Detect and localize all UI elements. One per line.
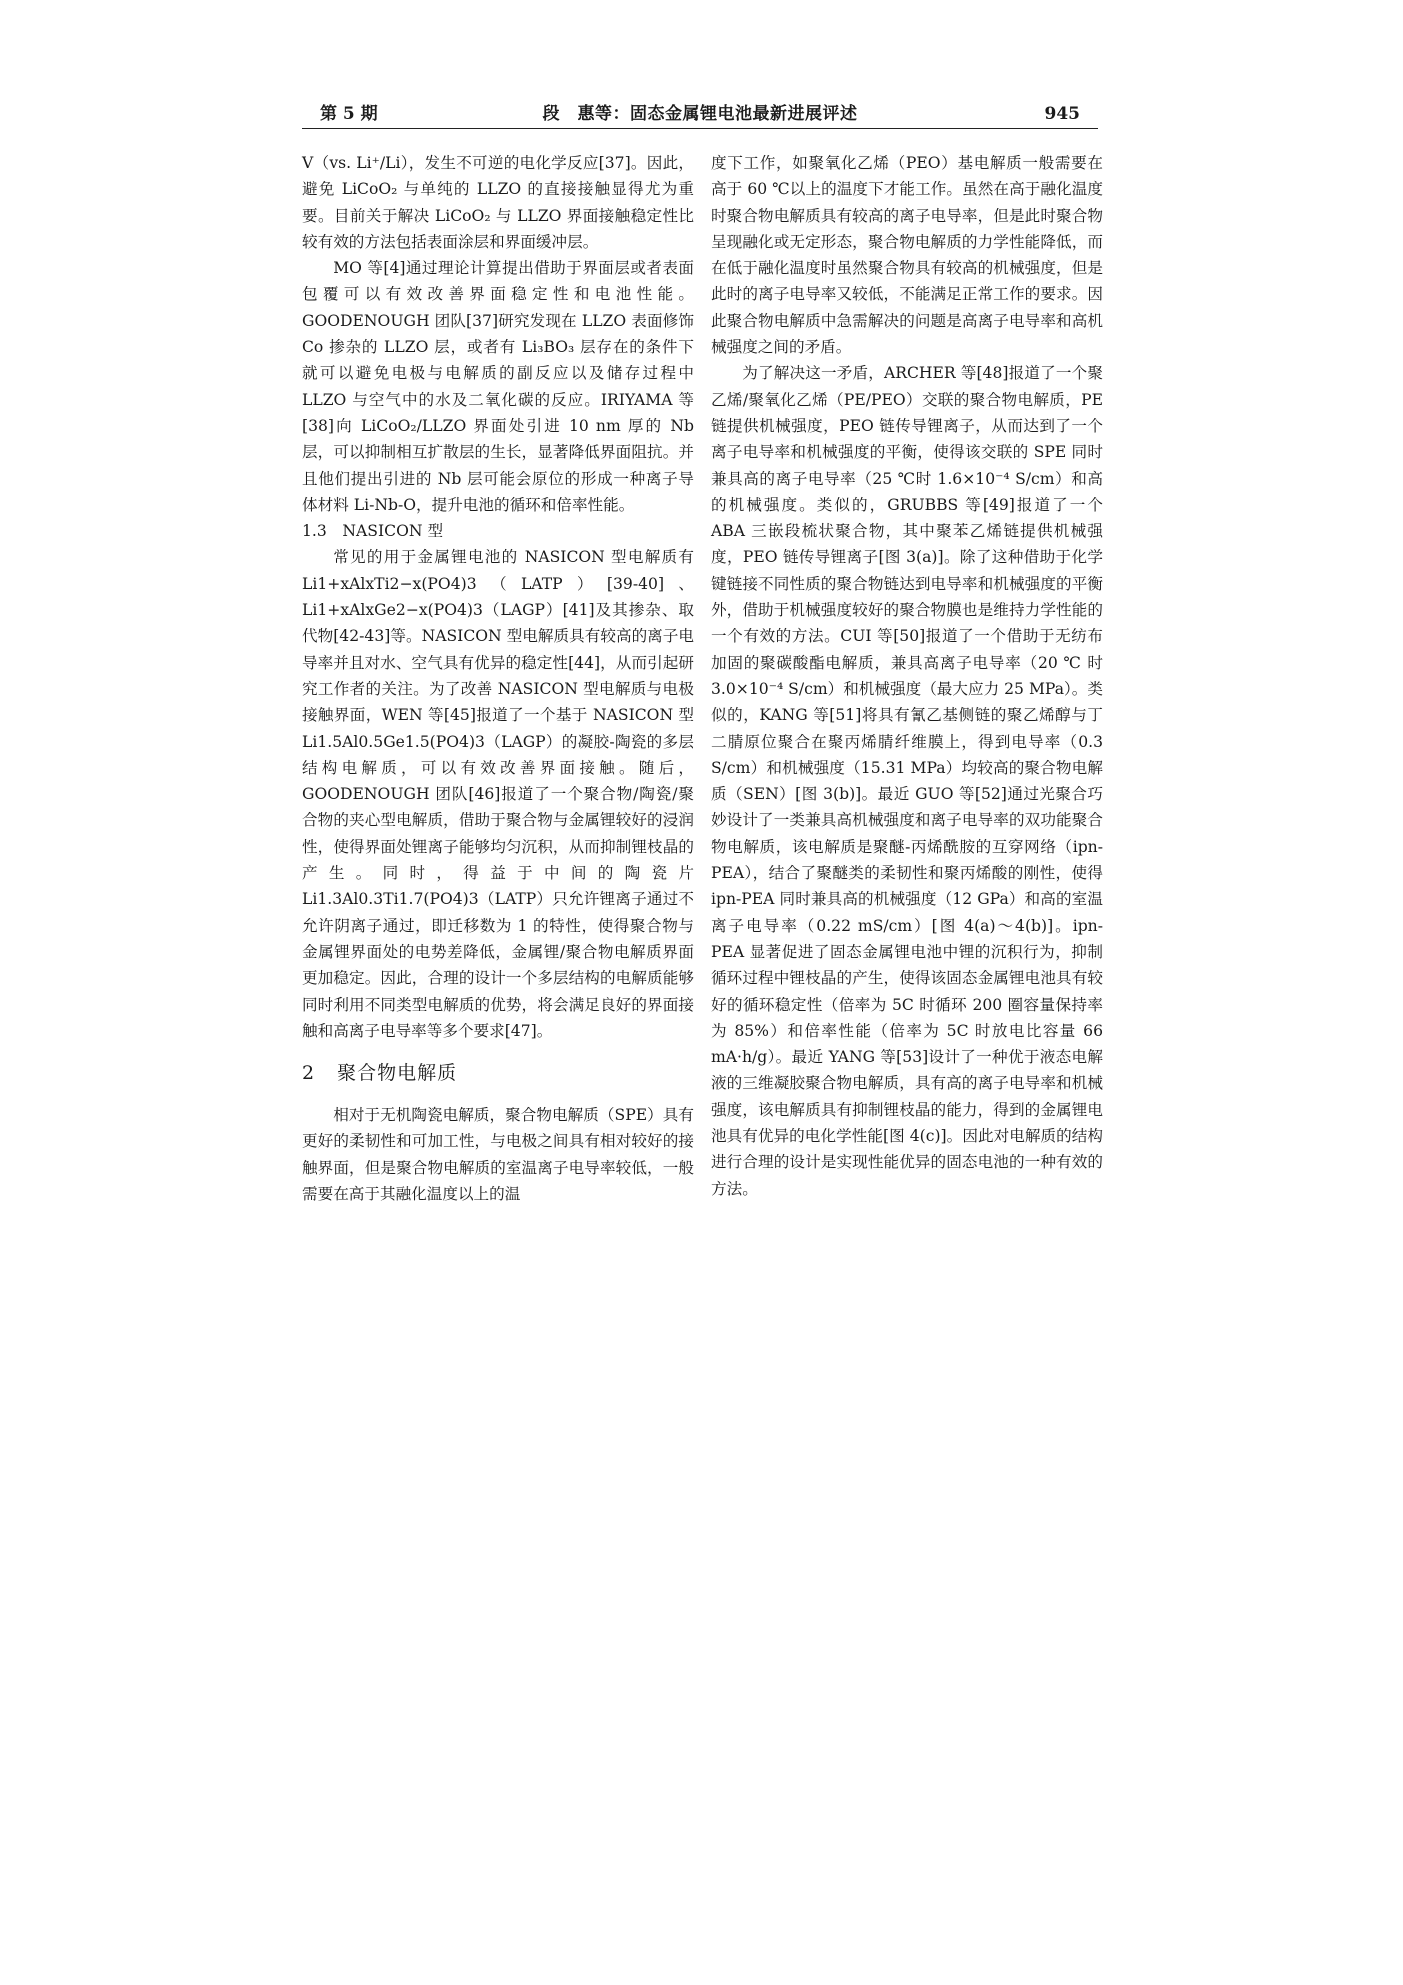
- paragraph: 相对于无机陶瓷电解质，聚合物电解质（SPE）具有更好的柔韧性和可加工性，与电极之间具有相对较好的接触界面，但是聚合物电解质的室温离子电导率较低，一般需要在高于其融化温度以上的温: [302, 1106, 694, 1203]
- issue-number: 第 5 期: [320, 104, 378, 124]
- page-number: 945: [1044, 104, 1080, 124]
- section-title: 聚合物电解质: [337, 1062, 458, 1085]
- paragraph: 度下工作，如聚氧化乙烯（PEO）基电解质一般需要在高于 60 ℃以上的温度下才能工作。虽然在高于融化温度时聚合物电解质具有较高的离子电导率，但是此时聚合物呈现融化或无定形态，聚合物电解质的力学性能降低，而在低于融化温度时虽然聚合物具有较高的机械强度，但是此时的离子电导率又较低，不能满足正常工作的要求。因此聚合物电解质中急需解决的问题是高离子电导率和高机械强度之间的矛盾。: [711, 154, 1103, 357]
- section-heading: [302, 1060, 694, 1086]
- running-title: 段 惠等：固态金属锂电池最新进展评述: [542, 104, 858, 124]
- paragraph: V（vs. Li⁺/Li），发生不可逆的电化学反应[37]。因此，避免 LiCoO₂ 与单纯的 LLZO 的直接接触显得尤为重要。目前关于解决 LiCoO₂ 与 LLZO 界面接触稳定性比较有效的方法包括表面涂层和界面缓冲层。: [302, 154, 694, 251]
- header-rule: [302, 128, 1098, 129]
- paragraph: 常见的用于金属锂电池的 NASICON 型电解质有 Li1+xAlxTi2−x(PO4)3（LATP）[39-40]、Li1+xAlxGe2−x(PO4)3（LAGP）[41]及其掺杂、取代物[42-43]等。NASICON 型电解质具有较高的离子电导率并且对水、空气具有优异的稳定性[44]，从而引起研究工作者的关注。为了改善 NASICON 型电解质与电极接触界面，WEN 等[45]报道了一个基于 NASICON 型 Li1.5Al0.5Ge1.5(PO4)3（LAGP）的凝胶-陶瓷的多层结构电解质，可以有效改善界面接触。随后，GOODENOUGH 团队[46]报道了一个聚合物/陶瓷/聚合物的夹心型电解质，借助于聚合物与金属锂较好的浸润性，使得界面处锂离子能够均匀沉积，从而抑制锂枝晶的产生。同时，得益于中间的陶瓷片 Li1.3Al0.3Ti1.7(PO4)3（LATP）只允许锂离子通过不允许阴离子通过，即迁移数为 1 的特性，使得聚合物与金属锂界面处的电势差降低，金属锂/聚合物电解质界面更加稳定。因此，合理的设计一个多层结构的电解质能够同时利用不同类型电解质的优势，将会满足良好的界面接触和高离子电导率等多个要求[47]。: [302, 548, 694, 1040]
- left-column: [302, 150, 694, 1207]
- section-number: 2: [302, 1062, 316, 1085]
- paragraph: MO 等[4]通过理论计算提出借助于界面层或者表面包覆可以有效改善界面稳定性和电池性能。GOODENOUGH 团队[37]研究发现在 LLZO 表面修饰 Co 掺杂的 LLZO 层，或者有 Li₃BO₃ 层存在的条件下就可以避免电极与电解质的副反应以及储存过程中 LLZO 与空气中的水及二氧化碳的反应。IRIYAMA 等[38]向 LiCoO₂/LLZO 界面处引进 10 nm 厚的 Nb 层，可以抑制相互扩散层的生长，显著降低界面阻抗。并且他们提出引进的 Nb 层可能会原位的形成一种离子导体材料 Li-Nb-O，提升电池的循环和倍率性能。: [302, 259, 694, 514]
- paragraph: 为了解决这一矛盾，ARCHER 等[48]报道了一个聚乙烯/聚氧化乙烯（PE/PEO）交联的聚合物电解质，PE 链提供机械强度，PEO 链传导锂离子，从而达到了一个离子电导率和机械强度的平衡，使得该交联的 SPE 同时兼具高的离子电导率（25 ℃时 1.6×10⁻⁴ S/cm）和高的机械强度。类似的，GRUBBS 等[49]报道了一个 ABA 三嵌段梳状聚合物，其中聚苯乙烯链提供机械强度，PEO 链传导锂离子[图 3(a)]。除了这种借助于化学键链接不同性质的聚合物链达到电导率和机械强度的平衡外，借助于机械强度较好的聚合物膜也是维持力学性能的一个有效的方法。CUI 等[50]报道了一个借助于无纺布加固的聚碳酸酯电解质，兼具高离子电导率（20 ℃ 时 3.0×10⁻⁴ S/cm）和机械强度（最大应力 25 MPa）。类似的，KANG 等[51]将具有氰乙基侧链的聚乙烯醇与丁二腈原位聚合在聚丙烯腈纤维膜上，得到电导率（0.3 S/cm）和机械强度（15.31 MPa）均较高的聚合物电解质（SEN）[图 3(b)]。最近 GUO 等[52]通过光聚合巧妙设计了一类兼具高机械强度和离子电导率的双功能聚合物电解质，该电解质是聚醚-丙烯酰胺的互穿网络（ipn-PEA），结合了聚醚类的柔韧性和聚丙烯酸的刚性，使得 ipn-PEA 同时兼具高的机械强度（12 GPa）和高的室温离子电导率（0.22 mS/cm）[图 4(a)～4(b)]。ipn-PEA 显著促进了固态金属锂电池中锂的沉积行为，抑制循环过程中锂枝晶的产生，使得该固态金属锂电池具有较好的循环稳定性（倍率为 5C 时循环 200 圈容量保持率为 85%）和倍率性能（倍率为 5C 时放电比容量 66 mA·h/g）。最近 YANG 等[53]设计了一种优于液态电解液的三维凝胶聚合物电解质，具有高的离子电导率和机械强度，该电解质具有抑制锂枝晶的能力，得到的金属锂电池具有优异的电化学性能[图 4(c)]。因此对电解质的结构进行合理的设计是实现性能优异的固态电池的一种有效的方法。: [711, 364, 1103, 1198]
- right-column: [711, 150, 1103, 1202]
- running-header: [302, 102, 1098, 126]
- subsection-heading: 1.3 NASICON 型: [302, 522, 444, 541]
